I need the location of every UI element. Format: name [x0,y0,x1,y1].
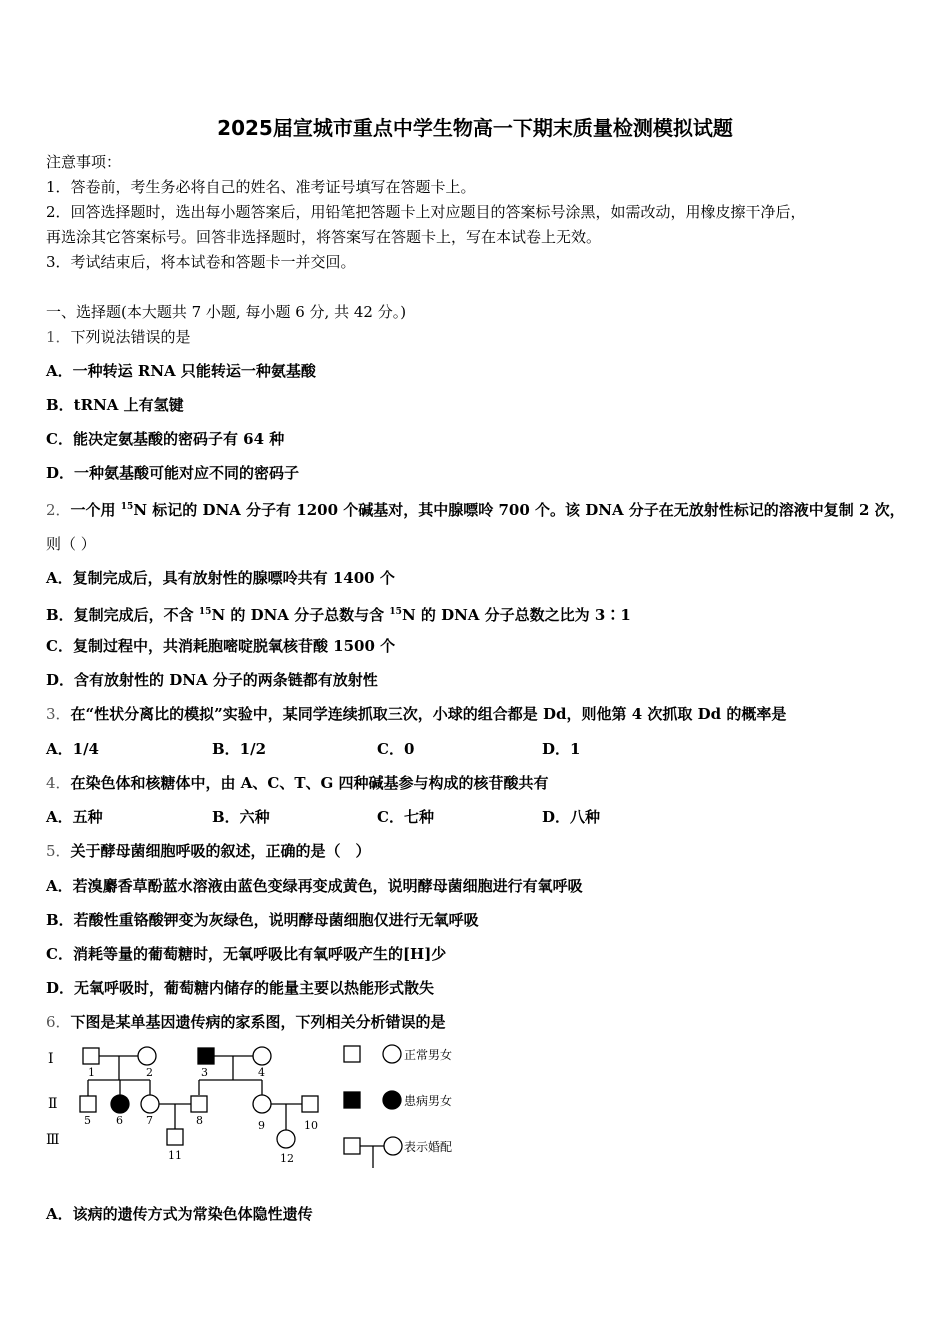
legend-mating-male-symbol [344,1138,360,1154]
isotope-superscript: 15 [198,607,212,617]
individual-9-normal-female [253,1095,271,1113]
id-label: 9 [258,1119,265,1132]
question-6-stem [46,1012,446,1032]
individual-12-normal-female [277,1130,295,1148]
option-text: N 的 DNA 分子总数与含 [211,606,390,624]
individual-1-normal-male [83,1048,99,1064]
q6-option-a: A．该病的遗传方式为常染色体隐性遗传 [46,1205,313,1223]
option-text: B．复制完成后，不含 [46,606,199,624]
legend-affected-male-symbol [344,1092,360,1108]
individual-6-affected-female [111,1095,129,1113]
individual-8-normal-male [191,1096,207,1112]
question-text: 在“性状分离比的模拟”实验中，某同学连续抓取三次，小球的组合都是 Dd，则他第 4 次抓取 Dd 的概率是 [70,705,787,723]
q3-option-d: D．1 [542,740,581,758]
q5-option-a: A．若溴麝香草酚蓝水溶液由蓝色变绿再变成黄色，说明酵母菌细胞进行有氧呼吸 [46,877,583,895]
legend-mating-female-symbol [384,1137,402,1155]
question-number: 3． [46,705,71,723]
legend-normal-label: 正常男女 [404,1048,453,1062]
id-label: 6 [116,1114,123,1127]
generation-label-1: Ⅰ [48,1051,54,1067]
id-label: 10 [304,1119,318,1132]
q2-option-d: D．含有放射性的 DNA 分子的两条链都有放射性 [46,671,378,689]
q4-option-c: C．七种 [377,808,434,826]
id-label: 11 [168,1149,182,1162]
question-number: 6． [46,1013,71,1031]
legend-affected-female-symbol [383,1091,401,1109]
question-3-stem [46,704,786,724]
question-number: 4． [46,774,71,792]
question-text: 下图是某单基因遗传病的家系图，下列相关分析错误的是 [70,1013,446,1031]
section-heading: 一、选择题(本大题共 7 小题, 每小题 6 分, 共 42 分。) [46,303,407,321]
legend-normal-male-symbol [344,1046,360,1062]
generation-label-2: Ⅱ [48,1096,58,1112]
q5-option-c: C．消耗等量的葡萄糖时，无氧呼吸比有氧呼吸产生的[H]少 [46,945,447,963]
q3-option-c: C．0 [377,740,415,758]
question-5-stem [46,841,371,861]
individual-4-normal-female [253,1047,271,1065]
notice-item-1: 1．答卷前，考生务必将自己的姓名、准考证号填写在答题卡上。 [46,178,476,196]
exam-title: 2025届宣城市重点中学生物高一下期末质量检测模拟试题 [217,116,733,140]
q2-option-a: A．复制完成后，具有放射性的腺嘌呤共有 1400 个 [46,569,395,587]
q3-option-b: B．1/2 [212,740,267,758]
notice-item-3: 3．考试结束后，将本试卷和答题卡一并交回。 [46,253,356,271]
individual-2-normal-female [138,1047,156,1065]
id-label: 4 [258,1066,265,1079]
question-text: 在染色体和核糖体中，由 A、C、T、G 四种碱基参与构成的核苷酸共有 [70,774,549,792]
q5-option-b: B．若酸性重铬酸钾变为灰绿色，说明酵母菌细胞仅进行无氧呼吸 [46,911,479,929]
individual-11-normal-male [167,1129,183,1145]
question-number: 2． [46,501,71,519]
generation-label-3: Ⅲ [46,1132,60,1148]
question-4-stem [46,773,549,793]
pedigree-diagram [40,1040,470,1175]
individual-7-normal-female [141,1095,159,1113]
question-2-stem [46,497,905,520]
notice-item-2-cont: 再选涂其它答案标号。回答非选择题时，将答案写在答题卡上，写在本试卷上无效。 [46,228,602,246]
question-number: 5． [46,842,71,860]
question-2-stem-cont: 则（ ） [46,535,96,553]
q4-option-d: D．八种 [542,808,601,826]
q2-option-b [46,602,631,625]
id-label: 1 [88,1066,95,1079]
q1-option-a: A．一种转运 RNA 只能转运一种氨基酸 [46,362,316,380]
q1-option-b: B．tRNA 上有氢键 [46,396,184,414]
option-text: N 的 DNA 分子总数之比为 3∶1 [401,606,631,624]
id-label: 7 [146,1114,153,1127]
legend-mating-label: 表示婚配 [404,1140,453,1154]
isotope-superscript: 15 [120,502,134,512]
q5-option-d: D．无氧呼吸时，葡萄糖内储存的能量主要以热能形式散失 [46,979,435,997]
q1-option-d: D．一种氨基酸可能对应不同的密码子 [46,464,300,482]
q4-option-b: B．六种 [212,808,270,826]
isotope-superscript: 15 [389,607,402,617]
notice-item-2: 2．回答选择题时，选出每小题答案后，用铅笔把答题卡上对应题目的答案标号涂黑，如需改动，用橡皮擦干净后， [46,203,806,221]
question-1-stem [46,327,191,347]
q4-option-a: A．五种 [46,808,103,826]
legend-normal-female-symbol [383,1045,401,1063]
question-text: 关于酵母菌细胞呼吸的叙述，正确的是（ ） [70,842,371,860]
question-number: 1． [46,328,71,346]
id-label: 3 [201,1066,208,1079]
id-label: 8 [196,1114,203,1127]
individual-10-normal-male [302,1096,318,1112]
notice-heading: 注意事项： [46,153,122,171]
question-text: 下列说法错误的是 [70,328,191,346]
legend-affected-label: 患病男女 [404,1094,453,1108]
id-label: 12 [280,1152,294,1165]
question-text: N 标记的 DNA 分子有 1200 个碱基对，其中腺嘌呤 700 个。该 DNA 分子在无放射性标记的溶液中复制 2 次， [133,501,905,519]
id-label: 5 [84,1114,91,1127]
q1-option-c: C．能决定氨基酸的密码子有 64 种 [46,430,285,448]
individual-3-affected-male [198,1048,214,1064]
id-label: 2 [146,1066,153,1079]
individual-5-normal-male [80,1096,96,1112]
question-text: 一个用 [70,501,121,519]
q3-option-a: A．1/4 [46,740,99,758]
q2-option-c: C．复制过程中，共消耗胞嘧啶脱氧核苷酸 1500 个 [46,637,396,655]
